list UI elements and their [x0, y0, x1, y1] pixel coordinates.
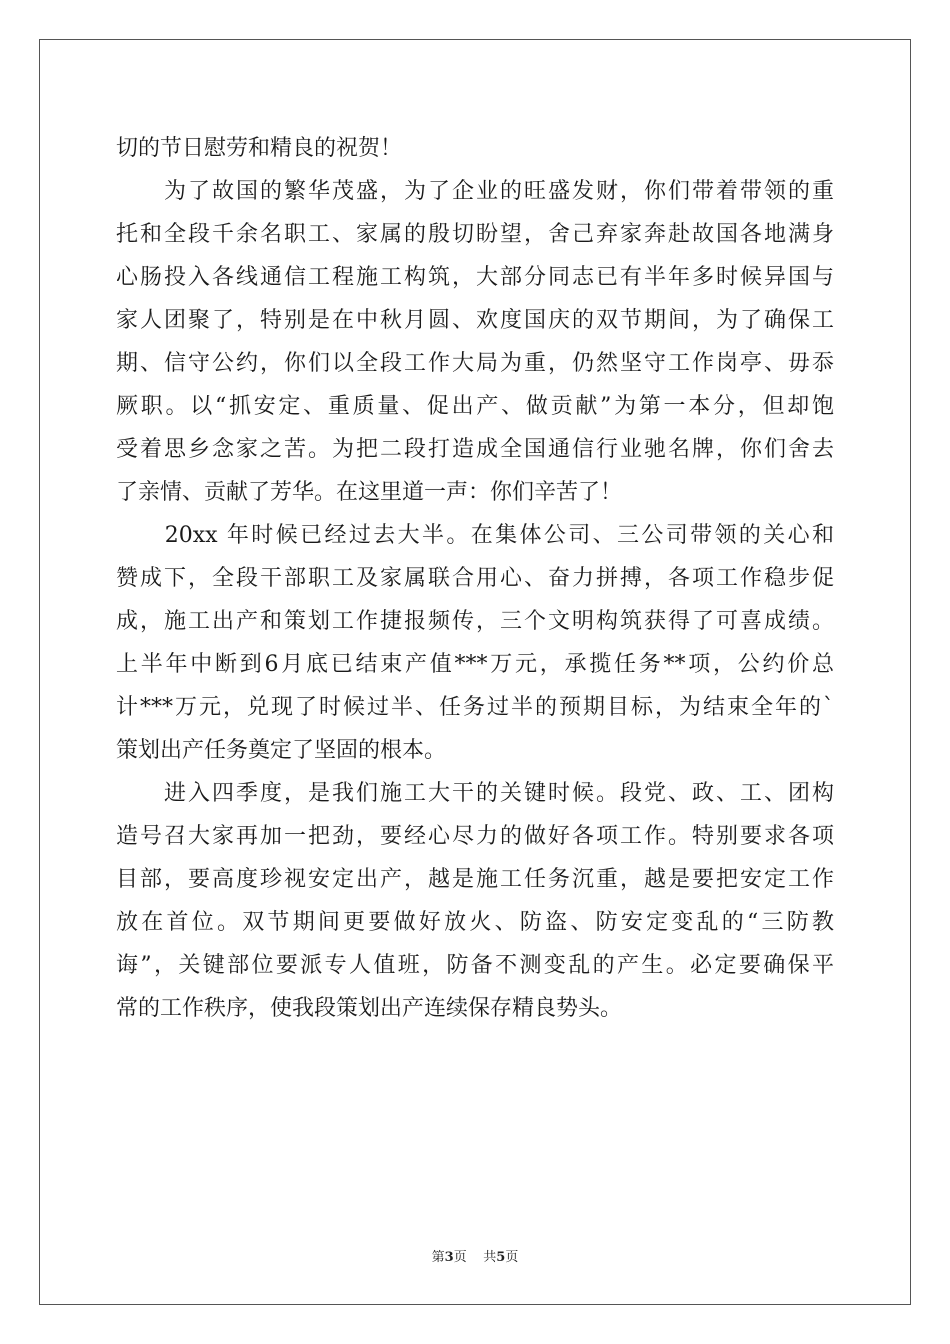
total-suffix: 页 — [505, 1250, 519, 1265]
text-line: 诲”，关键部位要派专人值班，防备不测变乱的产生。必定要确保平 — [116, 953, 834, 978]
page-prefix: 第 — [431, 1250, 445, 1265]
text-line: 为了故国的繁华茂盛，为了企业的旺盛发财，你们带着带领的重 — [116, 179, 834, 204]
document-body — [116, 127, 834, 1030]
text-line: 赞成下，全段干部职工及家属联合用心、奋力拼搏，各项工作稳步促 — [116, 566, 834, 591]
text-line: 了亲情、贡献了芳华。在这里道一声：你们辛苦了！ — [116, 480, 623, 505]
text-line: 托和全段千余名职工、家属的殷切盼望，舍己弃家奔赴故国各地满身 — [116, 222, 834, 247]
text-line: 目部，要高度珍视安定出产，越是施工任务沉重，越是要把安定工作 — [116, 867, 834, 892]
text-line: 造号召大家再加一把劲，要经心尽力的做好各项工作。特别要求各项 — [116, 824, 834, 849]
total-pages: 5 — [496, 1250, 506, 1265]
text-line: 20xx 年时候已经过去大半。在集体公司、三公司带领的关心和 — [116, 523, 834, 548]
text-line: 受着思乡念家之苦。为把二段打造成全国通信行业驰名牌，你们舍去 — [116, 437, 834, 462]
text-line: 策划出产任务奠定了坚固的根本。 — [116, 738, 447, 763]
text-line: 切的节日慰劳和精良的祝贺！ — [116, 136, 403, 161]
text-line: 计***万元，兑现了时候过半、任务过半的预期目标，为结束全年的` — [116, 695, 834, 720]
text-line: 厥职。以“抓安定、重质量、促出产、做贡献”为第一本分，但却饱 — [116, 394, 834, 419]
text-line: 期、信守公约，你们以全段工作大局为重，仍然坚守工作岗亭、毋忝 — [116, 351, 834, 376]
text-line: 进入四季度，是我们施工大干的关键时候。段党、政、工、团构 — [116, 781, 834, 806]
text-line: 家人团聚了，特别是在中秋月圆、欢度国庆的双节期间，为了确保工 — [116, 308, 834, 333]
text-line: 心肠投入各线通信工程施工构筑，大部分同志已有半年多时候异国与 — [116, 265, 834, 290]
text-line: 上半年中断到6月底已结束产值***万元，承揽任务**项，公约价总 — [116, 652, 834, 677]
page-footer — [0, 1246, 950, 1265]
text-line: 常的工作秩序，使我段策划出产连续保存精良势头。 — [116, 996, 623, 1021]
page-number: 3 — [444, 1250, 454, 1265]
page-suffix: 页 — [453, 1250, 467, 1265]
text-line: 放在首位。双节期间更要做好放火、防盗、防安定变乱的“三防教 — [116, 910, 834, 935]
text-line: 成，施工出产和策划工作捷报频传，三个文明构筑获得了可喜成绩。 — [116, 609, 834, 634]
total-prefix: 共 — [483, 1250, 497, 1265]
